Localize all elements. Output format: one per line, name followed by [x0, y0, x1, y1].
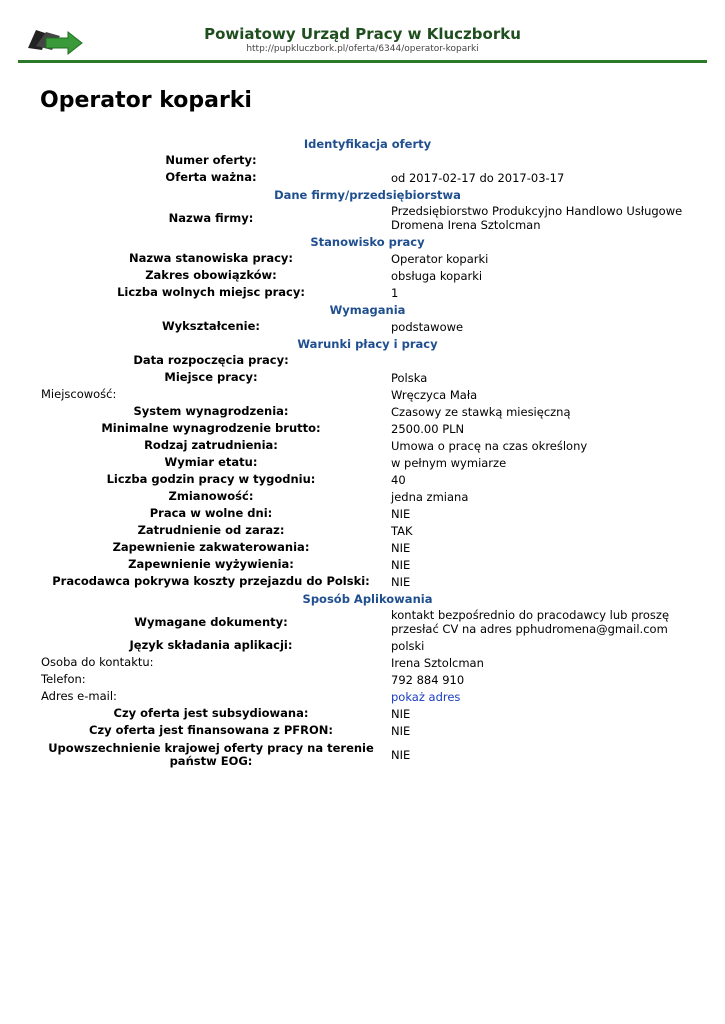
- detail-row: [36, 688, 691, 705]
- detail-row: [36, 488, 691, 505]
- section-heading: Wymagania: [329, 302, 406, 317]
- detail-row: [36, 573, 691, 590]
- field-label: System wynagrodzenia:: [133, 404, 289, 418]
- header-divider: [18, 60, 707, 63]
- field-value: NIE: [391, 574, 411, 589]
- detail-row: [36, 152, 691, 169]
- field-value: 1: [391, 285, 399, 300]
- field-value: NIE: [391, 557, 411, 572]
- detail-row: [36, 454, 691, 471]
- field-value: NIE: [391, 723, 411, 738]
- section-heading: Sposób Aplikowania: [302, 591, 433, 606]
- detail-row: [36, 556, 691, 573]
- show-email-link[interactable]: pokaż adres: [391, 689, 461, 704]
- field-value: obsługa koparki: [391, 268, 483, 283]
- field-value: NIE: [391, 506, 411, 521]
- field-label: Praca w wolne dni:: [149, 506, 273, 520]
- field-label: Liczba godzin pracy w tygodniu:: [106, 472, 316, 486]
- detail-row: [36, 505, 691, 522]
- field-label: Wymagane dokumenty:: [134, 614, 288, 629]
- field-label: Nazwa stanowiska pracy:: [128, 251, 294, 265]
- section-heading: Dane firmy/przedsiębiorstwa: [274, 187, 461, 202]
- site-title: Powiatowy Urząd Pracy w Kluczborku: [204, 25, 521, 43]
- field-value: od 2017-02-17 do 2017-03-17: [391, 170, 565, 185]
- field-label: Telefon:: [41, 672, 86, 686]
- field-value: Polska: [391, 370, 428, 385]
- field-label: Data rozpoczęcia pracy:: [133, 353, 289, 367]
- field-value: NIE: [391, 706, 411, 721]
- detail-row: [36, 705, 691, 722]
- offer-details-table: [36, 135, 691, 771]
- field-value: Przedsiębiorstwo Produkcyjno Handlowo Usługowe Dromena Irena Sztolcman: [391, 204, 683, 232]
- field-label: Nazwa firmy:: [168, 210, 254, 225]
- detail-row: [36, 671, 691, 688]
- field-value: podstawowe: [391, 319, 464, 334]
- field-label: Zapewnienie zakwaterowania:: [112, 540, 310, 554]
- detail-row: [36, 607, 691, 637]
- page-title: Operator koparki: [40, 88, 252, 113]
- field-value: Czasowy ze stawką miesięczną: [391, 404, 571, 419]
- site-header: [18, 20, 707, 62]
- field-label: Wykształcenie:: [161, 319, 261, 333]
- field-value: NIE: [391, 748, 411, 762]
- detail-row: [36, 267, 691, 284]
- detail-row: [36, 539, 691, 556]
- detail-row: [36, 471, 691, 488]
- field-label: Oferta ważna:: [165, 170, 257, 184]
- field-label: Upowszechnienie krajowej oferty pracy na terenie państw EOG:: [48, 741, 374, 768]
- field-value: Wręczyca Mała: [391, 387, 478, 402]
- field-label: Zmianowość:: [168, 489, 254, 503]
- detail-row: [36, 203, 691, 233]
- detail-row: [36, 739, 691, 771]
- field-value: TAK: [391, 523, 413, 538]
- detail-row: [36, 169, 691, 186]
- field-value: Umowa o pracę na czas określony: [391, 438, 588, 453]
- field-label: Miejsce pracy:: [164, 370, 258, 384]
- detail-row: [36, 522, 691, 539]
- field-value: polski: [391, 638, 425, 653]
- field-label: Zatrudnienie od zaraz:: [137, 523, 285, 537]
- detail-row: [36, 722, 691, 739]
- field-label: Pracodawca pokrywa koszty przejazdu do Polski:: [52, 574, 370, 588]
- field-label: Minimalne wynagrodzenie brutto:: [101, 421, 321, 435]
- field-label: Liczba wolnych miejsc pracy:: [117, 285, 305, 299]
- detail-row: [36, 420, 691, 437]
- field-value: 40: [391, 472, 406, 487]
- field-label: Miejscowość:: [41, 387, 117, 401]
- field-label: Wymiar etatu:: [164, 455, 258, 469]
- field-value: NIE: [391, 540, 411, 555]
- field-value: 792 884 910: [391, 672, 465, 687]
- detail-row: [36, 352, 691, 369]
- field-label: Osoba do kontaktu:: [41, 655, 154, 669]
- field-value: Irena Sztolcman: [391, 655, 484, 670]
- field-value: Operator koparki: [391, 251, 489, 266]
- field-label: Numer oferty:: [165, 153, 257, 167]
- site-url[interactable]: http://pupkluczbork.pl/oferta/6344/operator-koparki: [246, 44, 479, 54]
- field-value: 2500.00 PLN: [391, 421, 465, 436]
- section-heading: Warunki płacy i pracy: [297, 336, 438, 351]
- field-label: Zakres obowiązków:: [145, 268, 277, 282]
- detail-row: [36, 250, 691, 267]
- section-heading: Stanowisko pracy: [310, 234, 425, 249]
- field-label: Rodzaj zatrudnienia:: [144, 438, 278, 452]
- field-label: Adres e-mail:: [41, 689, 117, 703]
- field-value: jedna zmiana: [391, 489, 469, 504]
- detail-row: [36, 318, 691, 335]
- detail-row: [36, 403, 691, 420]
- detail-row: [36, 654, 691, 671]
- detail-row: [36, 386, 691, 403]
- detail-row: [36, 437, 691, 454]
- field-value: w pełnym wymiarze: [391, 455, 507, 470]
- section-heading: Identyfikacja oferty: [303, 136, 432, 151]
- detail-row: [36, 369, 691, 386]
- field-value: kontakt bezpośrednio do pracodawcy lub proszę przesłać CV na adres pphudromena@gmail.com: [391, 608, 670, 636]
- detail-row: [36, 637, 691, 654]
- field-label: Zapewnienie wyżywienia:: [128, 557, 294, 571]
- detail-row: [36, 284, 691, 301]
- field-label: Czy oferta jest finansowana z PFRON:: [89, 723, 333, 737]
- field-label: Język składania aplikacji:: [129, 638, 293, 652]
- field-label: Czy oferta jest subsydiowana:: [113, 706, 309, 720]
